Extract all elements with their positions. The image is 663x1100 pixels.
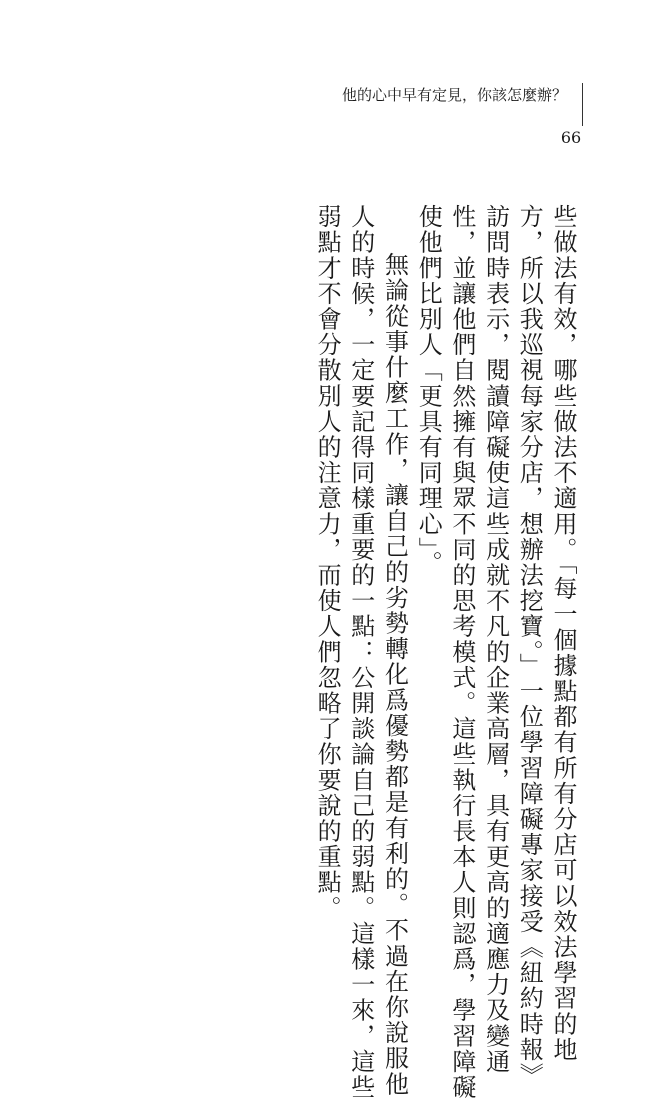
page-number: 66 bbox=[560, 128, 582, 147]
text-line: 弱點才不會分散別人的注意力，而使人們忽略了你要說的重點。 bbox=[313, 204, 342, 921]
header-rule bbox=[582, 83, 583, 126]
text-line: 使他們比別人「更具有同理心」。 bbox=[414, 204, 443, 576]
text-line: 無論從事什麼工作，讓自己的劣勢轉化爲優勢都是有利的。不過在你說服他 bbox=[380, 252, 409, 1097]
text-line: 方，所以我巡視每家分店，想辦法挖寶。」一位學習障礙專家接受《紐約時報》 bbox=[515, 204, 544, 1088]
text-line: 性，並讓他們自然擁有與眾不同的思考模式。這些執行長本人則認爲，學習障礙 bbox=[447, 204, 476, 1100]
text-line: 人的時候，一定要記得同樣重要的一點：公開談論自己的弱點。這樣一來，這些 bbox=[346, 204, 375, 1100]
body-text bbox=[309, 204, 579, 1100]
running-head: 他的心中早有定見，你該怎麼辦？ bbox=[341, 86, 567, 104]
text-line: 訪問時表示，閱讀障礙使這些成就不凡的企業高層，具有更高的適應力及變通 bbox=[481, 204, 510, 1075]
text-line: 些做法有效，哪些做法不適用。「每一個據點都有所有分店可以效法學習的地 bbox=[549, 204, 577, 1063]
